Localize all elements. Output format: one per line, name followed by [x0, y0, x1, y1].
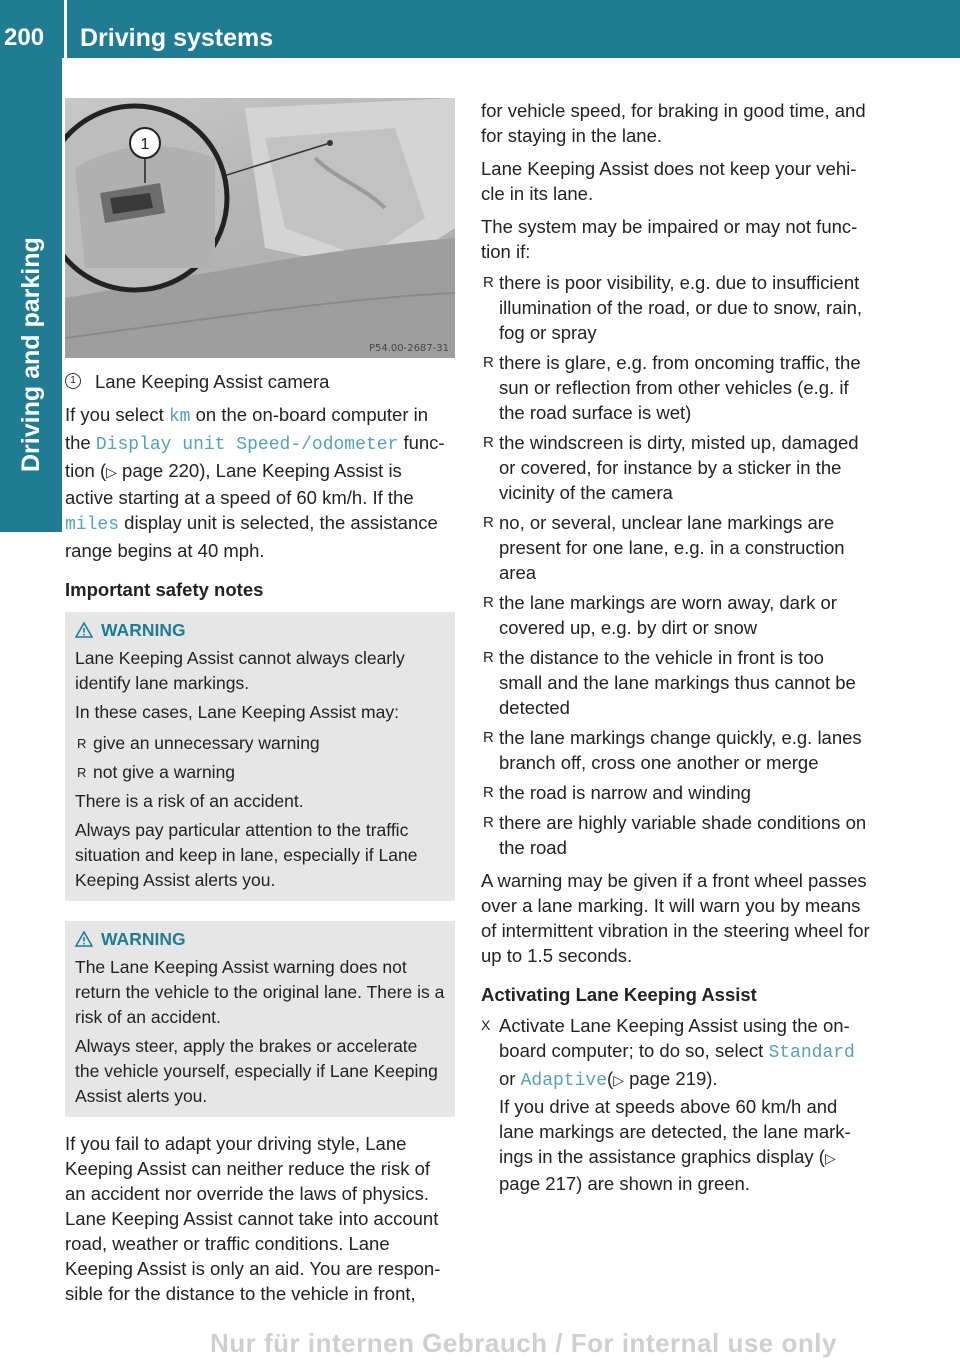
list-item	[481, 810, 871, 860]
list-item-text: there are highly variable shade conditions on the road	[499, 812, 867, 858]
bullet-icon: R	[483, 814, 494, 831]
list-item-text: no, or several, unclear lane markings are present for one lane, e.g. in a construction area	[499, 512, 845, 583]
list-item: R give an unnecessary warning	[75, 731, 445, 756]
list-item	[481, 350, 871, 425]
step-text-1: Activate Lane Keeping Assist using the on-board computer; to do so, select	[499, 1015, 850, 1061]
figure-callout-number: 1	[140, 136, 150, 153]
warning-title-2	[75, 927, 445, 951]
warning1-text-1: Lane Keeping Assist cannot always clearly identify lane markings.	[75, 648, 405, 693]
intro-text-1: If you select	[65, 404, 169, 425]
bullet-icon: R	[483, 434, 494, 451]
bullet-icon: R	[483, 514, 494, 531]
activation-step	[481, 1013, 871, 1196]
intro-text-4: page 220), Lane Keeping Assist is active starting at a speed of 60 km/h. If the	[65, 460, 414, 508]
page-ref-arrow-icon: ▷	[613, 1072, 624, 1088]
warning1-text-3: There is a risk of an accident.	[75, 791, 304, 811]
header-divider	[64, 0, 67, 58]
page-number: 200	[4, 24, 45, 51]
standard-option-term: Standard	[768, 1043, 855, 1063]
list-item	[481, 270, 871, 345]
list-item	[481, 780, 871, 805]
list-item	[481, 645, 871, 720]
warning-triangle-icon	[75, 622, 93, 638]
not-keep-lane-paragraph: Lane Keeping Assist does not keep your vehicle in its lane.	[481, 158, 857, 204]
warning-vibration-paragraph: A warning may be given if a front wheel passes over a lane marking. It will warn you by means of intermittent vibration in the steering wheel for up to 1.5 seconds.	[481, 870, 870, 966]
list-item: R not give a warning	[75, 760, 445, 785]
intro-text-3: function (	[65, 432, 445, 481]
list-item-text: the lane markings are worn away, dark or covered up, e.g. by dirt or snow	[499, 592, 837, 638]
intro-paragraph	[65, 402, 455, 563]
display-km-term: km	[168, 407, 191, 427]
figure-caption	[65, 369, 455, 394]
warning1-text-2: In these cases, Lane Keeping Assist may:	[75, 702, 399, 722]
impairment-list	[481, 270, 871, 860]
list-item-text: the windscreen is dirty, misted up, damaged or covered, for instance by a sticker in the vicinity of the camera	[499, 432, 859, 503]
intro-text-5: display unit is selected, the assistance range begins at 40 mph.	[65, 512, 438, 561]
list-item-text: there is poor visibility, e.g. due to insufficient illumination of the road, or due to snow, rain, fog or spray	[499, 272, 863, 343]
warning-box-2	[65, 921, 455, 1117]
list-item-text: the road is narrow and winding	[499, 782, 751, 803]
display-miles-term: miles	[65, 515, 120, 535]
warning1-list	[75, 731, 445, 785]
list-item-text: the lane markings change quickly, e.g. lanes branch off, cross one another or merge	[499, 727, 862, 773]
warning-title-1	[75, 618, 445, 642]
display-unit-term: Display unit Speed-/odometer	[95, 435, 399, 455]
caption-callout-number: 1	[65, 373, 81, 389]
warning-triangle-icon	[75, 931, 93, 947]
liability-paragraph: If you fail to adapt your driving style, Lane Keeping Assist can neither reduce the risk of an accident nor override the laws of physics. Lane Keeping Assist cannot take into account road, weather or traffic conditions. Lane Keeping Assist is only an aid. You are responsible for the distance to the vehicle in front,	[65, 1133, 441, 1304]
side-tab-label: Driving and parking	[17, 237, 45, 472]
figure-code: P54.00-2687-31	[368, 343, 449, 354]
warning-label-1: WARNING	[101, 620, 186, 640]
step-text-2: or	[499, 1068, 521, 1089]
list-item	[481, 430, 871, 505]
warning2-text-1: The Lane Keeping Assist warning does not return the vehicle to the original lane. There is a risk of an accident.	[75, 957, 445, 1027]
list-item	[481, 590, 871, 640]
bullet-icon: R	[483, 594, 494, 611]
bullet-icon: R	[483, 784, 494, 801]
internal-use-watermark: Nur für internen Gebrauch / For internal use only	[210, 1328, 837, 1358]
step-text-4: page 219).	[623, 1068, 718, 1089]
page-ref-arrow-icon: ▷	[824, 1150, 836, 1166]
section-title: Driving systems	[80, 24, 274, 52]
warning-box-1	[65, 612, 455, 901]
step-text-5: If you drive at speeds above 60 km/h and lane markings are detected, the lane markings in the assistance graphics display (	[499, 1096, 851, 1167]
list-item	[481, 725, 871, 775]
adaptive-option-term: Adaptive	[520, 1071, 608, 1091]
step-text-3: (	[607, 1068, 614, 1089]
impaired-intro-paragraph: The system may be impaired or may not function if:	[481, 216, 858, 262]
list-item-text: the distance to the vehicle in front is too small and the lane markings thus cannot be detected	[499, 647, 856, 718]
right-column	[481, 98, 871, 1196]
car-interior-illustration	[65, 98, 455, 358]
bullet-icon: R	[483, 729, 494, 746]
side-tab	[0, 58, 62, 532]
bullet-icon: R	[483, 649, 494, 666]
safety-heading: Important safety notes	[65, 579, 264, 600]
list-item-text: there is glare, e.g. from oncoming traffic, the sun or reflection from other vehicles (e.g. if the road surface is wet)	[499, 352, 861, 423]
left-column	[65, 98, 455, 1306]
step-text-6: page 217) are shown in green.	[499, 1173, 750, 1194]
bullet-icon: R	[483, 274, 494, 291]
camera-figure	[65, 98, 455, 358]
page-ref-arrow-icon: ▷	[106, 464, 117, 480]
list-item	[481, 510, 871, 585]
continued-paragraph: for vehicle speed, for braking in good time, and for staying in the lane.	[481, 100, 866, 146]
warning2-text-2: Always steer, apply the brakes or accelerate the vehicle yourself, especially if Lane Keeping Assist alerts you.	[75, 1036, 438, 1106]
warning-label-2: WARNING	[101, 929, 186, 949]
bullet-icon: R	[483, 354, 494, 371]
intro-text-2: on the on-board computer in the	[65, 404, 429, 453]
header-bar	[0, 0, 960, 58]
step-arrow-icon: X	[481, 1017, 491, 1033]
caption-text: Lane Keeping Assist camera	[95, 371, 330, 392]
warning1-text-4: Always pay particular attention to the traffic situation and keep in lane, especially if Lane Keeping Assist alerts you.	[75, 820, 418, 890]
activating-heading: Activating Lane Keeping Assist	[481, 984, 757, 1005]
